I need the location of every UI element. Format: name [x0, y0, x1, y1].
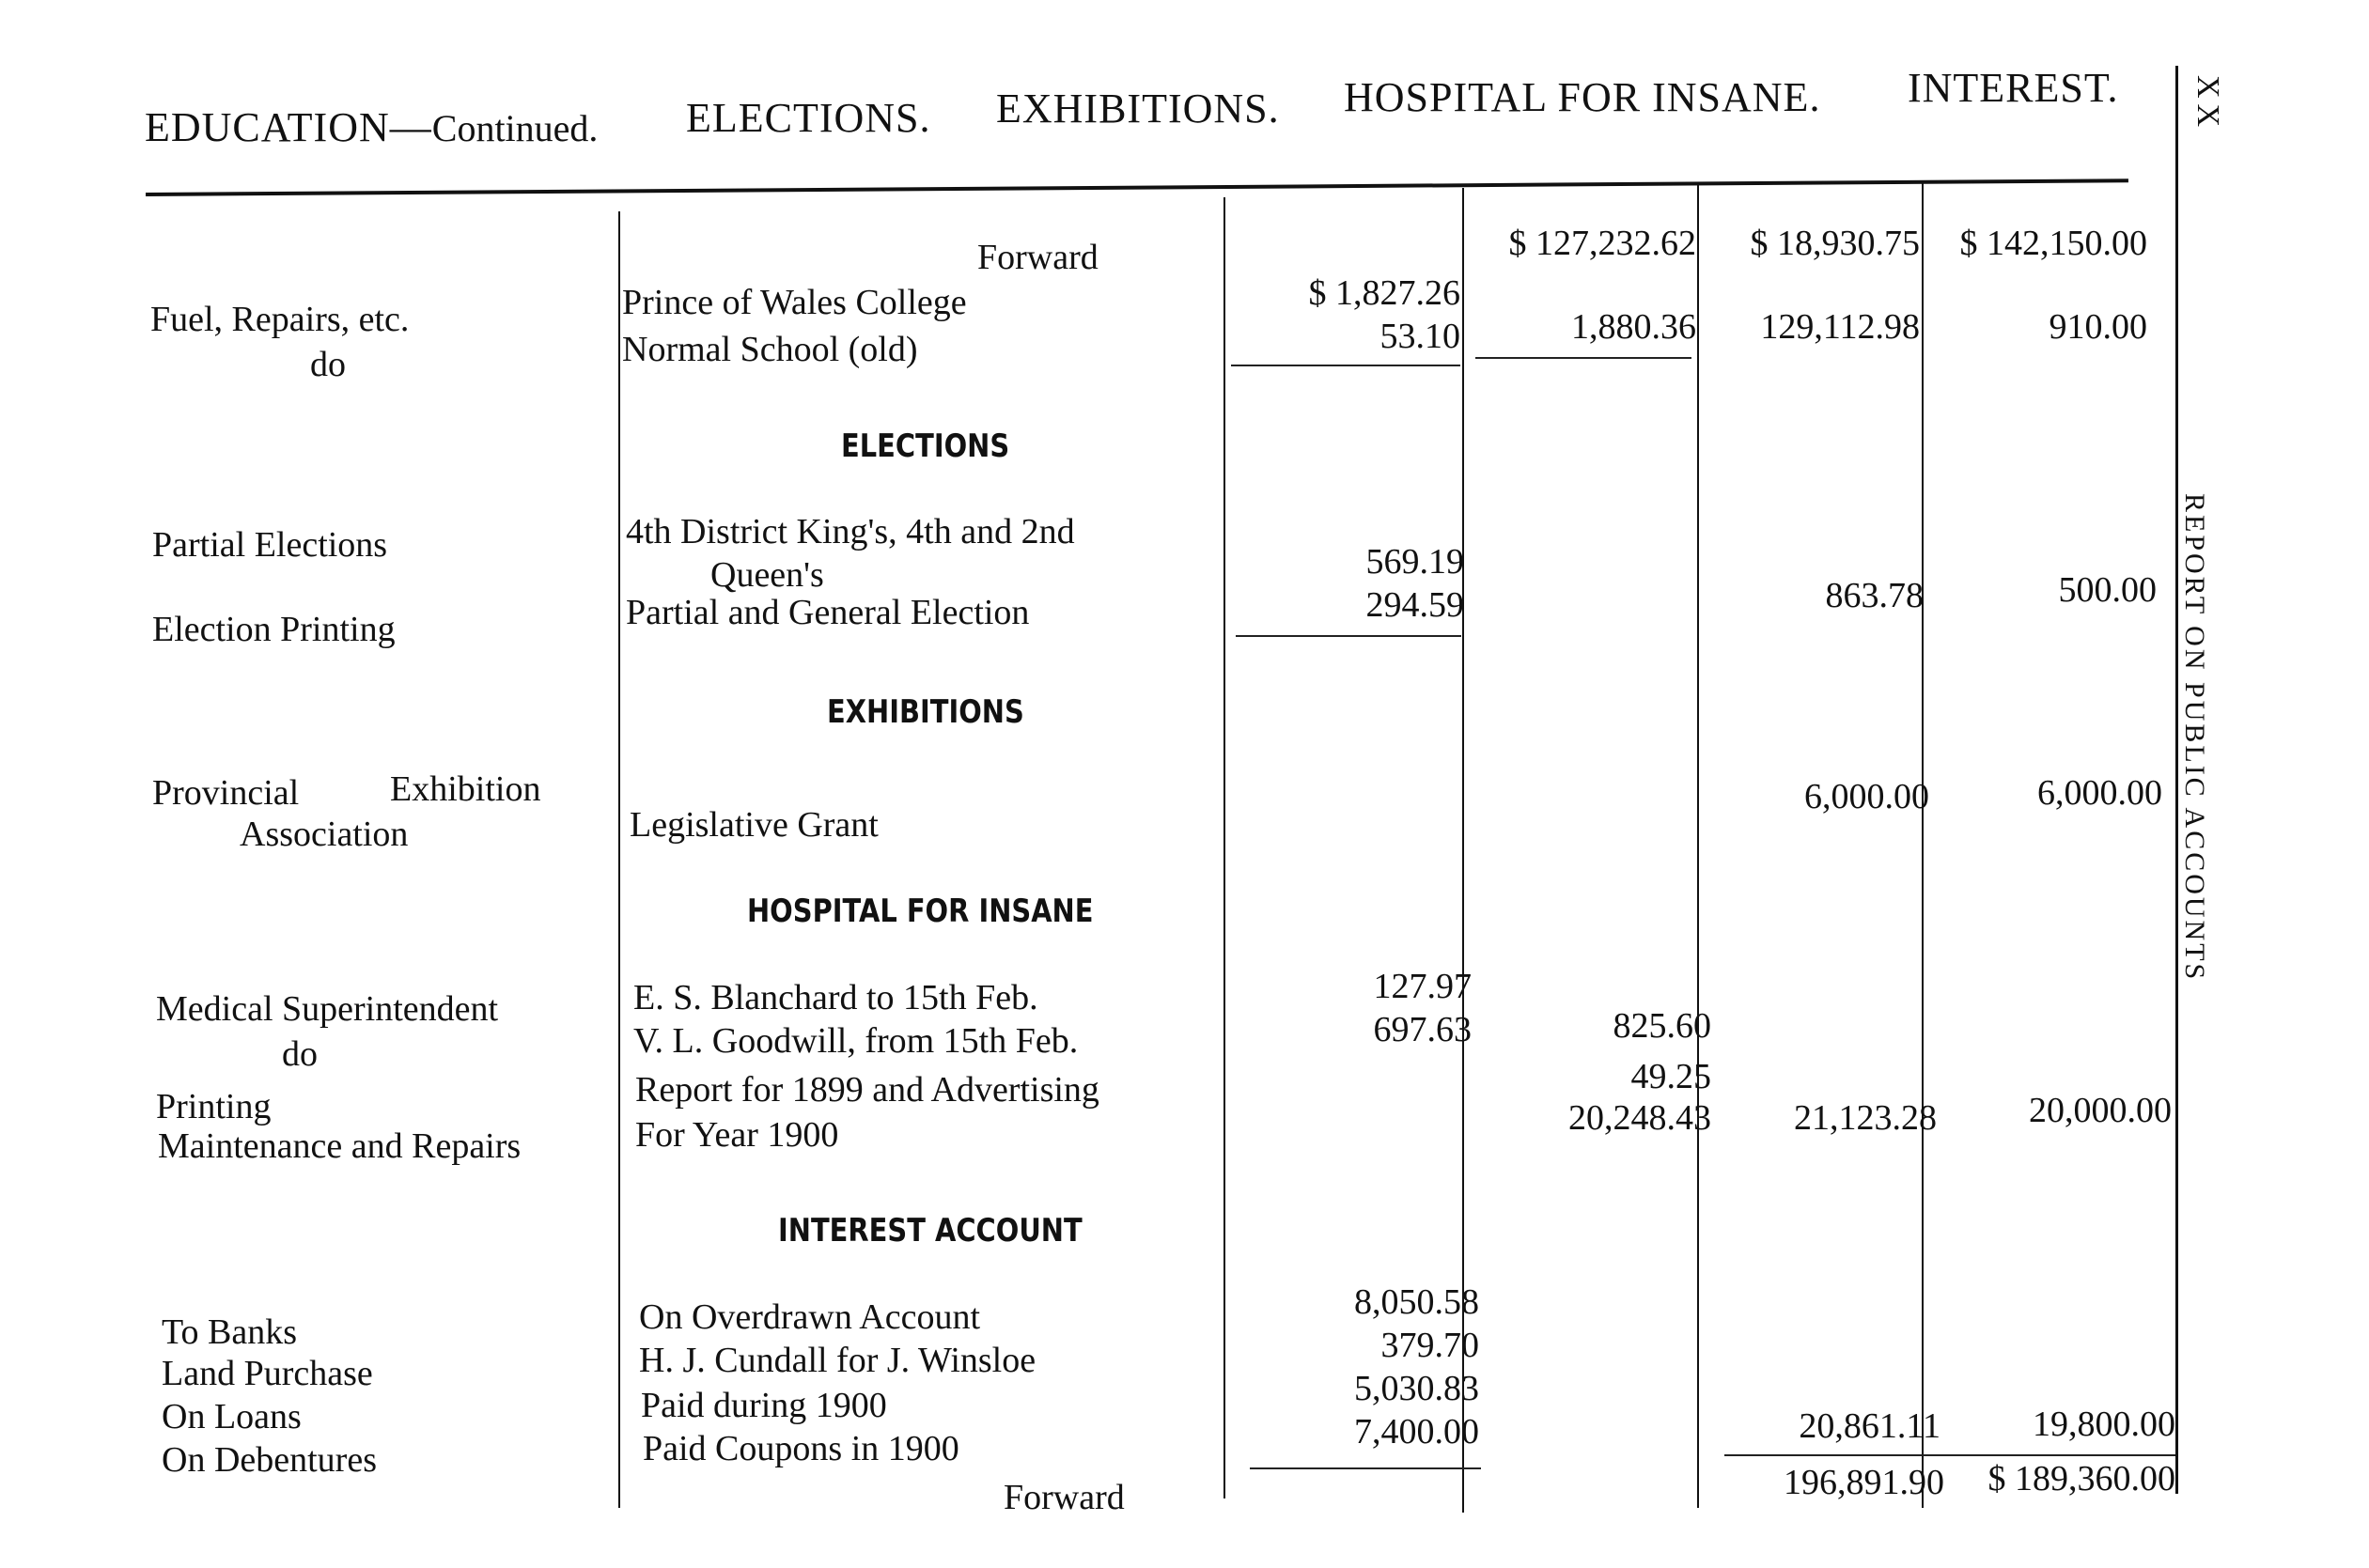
elections-subtotal-line: [1236, 635, 1461, 637]
elections-heading: ELECTIONS: [841, 427, 1010, 465]
forward-top-col3: $ 18,930.75: [1750, 224, 1920, 263]
header-education-text: EDUCATION—: [145, 104, 432, 150]
education-col2: 1,880.36: [1571, 307, 1696, 347]
interest-row-col1: 379.70: [1380, 1326, 1479, 1365]
hospital-row-desc: For Year 1900: [635, 1115, 839, 1155]
hospital-row-desc: V. L. Goodwill, from 15th Feb.: [633, 1021, 1079, 1061]
hospital-row-label: Medical Superintendent: [156, 989, 499, 1029]
header-hospital: HOSPITAL FOR INSANE.: [1344, 74, 1821, 120]
header-interest: INTEREST.: [1908, 65, 2119, 111]
interest-row-col1: 5,030.83: [1354, 1369, 1479, 1408]
elections-row-label: Partial Elections: [152, 525, 388, 565]
interest-row-label: Land Purchase: [162, 1354, 373, 1393]
hospital-row-label: Printing: [156, 1087, 272, 1126]
header-rule: [146, 179, 2128, 196]
exhibitions-label: Provincial: [152, 773, 300, 813]
header-continued: Continued.: [431, 107, 599, 149]
interest-row-label: On Debentures: [162, 1440, 377, 1480]
column-rule-col3: [1697, 183, 1699, 1508]
forward-top-col2: $ 127,232.62: [1508, 224, 1696, 263]
interest-row-desc: H. J. Cundall for J. Winsloe: [639, 1341, 1036, 1380]
hospital-col4: 20,000.00: [2029, 1091, 2172, 1130]
interest-row-col1: 7,400.00: [1354, 1412, 1479, 1452]
interest-row-desc: Paid during 1900: [641, 1386, 887, 1425]
exhibitions-desc: Legislative Grant: [630, 805, 879, 845]
education-row-label: do: [310, 345, 346, 384]
exhibitions-heading: EXHIBITIONS: [827, 693, 1024, 731]
exhibitions-label: Exhibition: [390, 769, 541, 809]
elections-row-col1: 569.19: [1365, 542, 1464, 582]
interest-row-col1: 8,050.58: [1354, 1282, 1479, 1322]
header-elections: ELECTIONS.: [686, 95, 931, 141]
hospital-row-col2: 20,248.43: [1568, 1098, 1711, 1138]
elections-row-label: Election Printing: [152, 610, 396, 649]
exhibitions-label: Association: [240, 815, 409, 854]
interest-col4: 19,800.00: [2033, 1405, 2175, 1444]
interest-col3: 20,861.11: [1799, 1406, 1940, 1446]
hospital-row-desc: Report for 1899 and Advertising: [635, 1070, 1099, 1110]
elections-row-desc: 4th District King's, 4th and 2nd: [626, 512, 1075, 551]
interest-row-desc: Paid Coupons in 1900: [643, 1429, 959, 1468]
exhibitions-col4: 6,000.00: [2037, 773, 2162, 813]
interest-row-label: To Banks: [162, 1312, 298, 1352]
forward-bottom-col3: 196,891.90: [1784, 1463, 1944, 1502]
forward-top-col4: $ 142,150.00: [1959, 224, 2147, 263]
education-row-desc: Normal School (old): [622, 330, 918, 369]
hospital-row-col1: 127.97: [1373, 967, 1472, 1006]
column-rule-col4: [1922, 183, 1924, 1508]
education-col2-line: [1475, 357, 1691, 359]
education-subtotal-line: [1231, 365, 1460, 366]
hospital-row-desc: E. S. Blanchard to 15th Feb.: [633, 978, 1038, 1017]
side-title: REPORT ON PUBLIC ACCOUNTS: [2179, 493, 2210, 983]
hospital-row-col2: 49.25: [1630, 1057, 1711, 1096]
hospital-row-col2: 825.60: [1613, 1006, 1711, 1046]
elections-row-col1: 294.59: [1365, 585, 1464, 625]
header-exhibitions: EXHIBITIONS.: [996, 85, 1280, 132]
forward-bottom-label: Forward: [1004, 1478, 1125, 1517]
elections-col4: 500.00: [2058, 570, 2157, 610]
header-education: [145, 103, 598, 151]
education-row-col1: $ 1,827.26: [1308, 273, 1460, 313]
education-col3: 129,112.98: [1760, 307, 1920, 347]
interest-heading: INTEREST ACCOUNT: [778, 1212, 1083, 1250]
interest-row-desc: On Overdrawn Account: [639, 1297, 981, 1337]
page-header: [141, 56, 2180, 150]
elections-col3: 863.78: [1825, 576, 1924, 615]
forward-bottom-col4: $ 189,360.00: [1987, 1459, 2175, 1498]
interest-row-label: On Loans: [162, 1397, 302, 1436]
education-row-col1: 53.10: [1379, 317, 1460, 356]
elections-row-desc-cont: Queen's: [710, 555, 824, 595]
forward-top-label: Forward: [977, 238, 1099, 277]
education-row-label: Fuel, Repairs, etc.: [150, 300, 410, 339]
exhibitions-col3: 6,000.00: [1804, 777, 1929, 816]
hospital-row-col1: 697.63: [1373, 1010, 1472, 1049]
hospital-heading: HOSPITAL FOR INSANE: [747, 893, 1094, 930]
elections-row-desc: Partial and General Election: [626, 593, 1030, 632]
hospital-row-label: Maintenance and Repairs: [158, 1126, 522, 1166]
education-row-desc: Prince of Wales College: [622, 283, 967, 322]
total-line: [1724, 1454, 2175, 1456]
hospital-col3: 21,123.28: [1794, 1098, 1937, 1138]
interest-subtotal-line: [1250, 1467, 1481, 1469]
education-col4: 910.00: [2049, 307, 2147, 347]
side-page-number: XX: [2190, 75, 2225, 133]
column-rule-desc: [618, 211, 620, 1508]
hospital-row-label: do: [282, 1034, 318, 1074]
